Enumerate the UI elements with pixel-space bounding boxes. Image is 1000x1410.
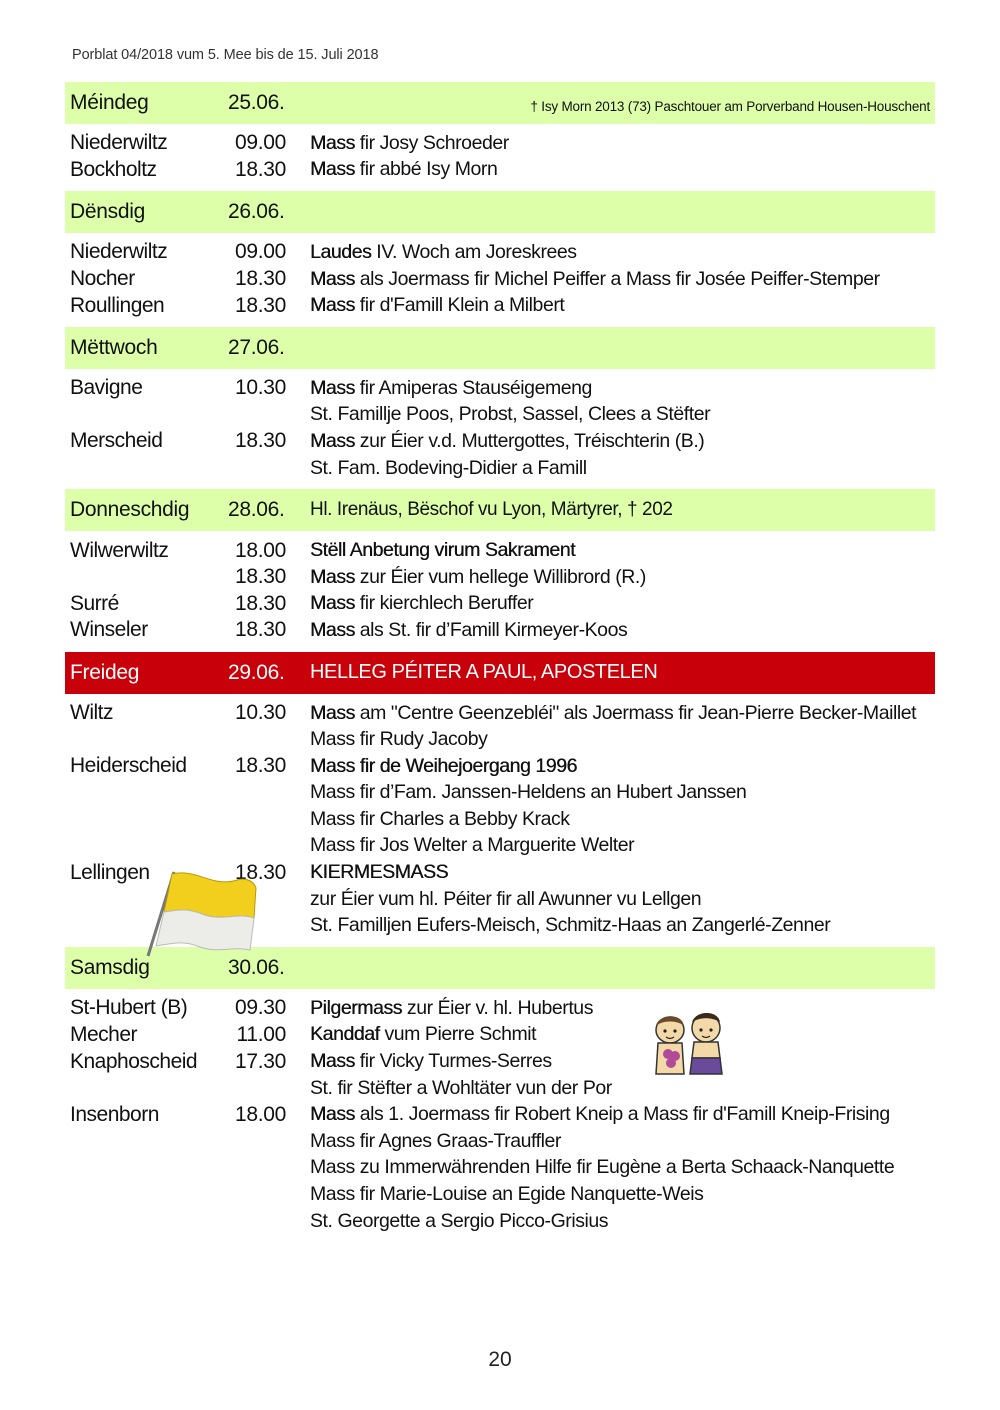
day-name: Freideg <box>70 660 140 684</box>
service-details: vum Pierre Schmit <box>379 1023 537 1046</box>
service-details: zur Éier v.d. Muttergottes, Tréischterin (B.) <box>354 429 705 452</box>
service-details: als 1. Joermass fir Robert Kneip a Mass fir d'Famill Kneip-Frising <box>354 1103 890 1126</box>
service-type: Mass <box>310 376 355 399</box>
service-description <box>310 1077 935 1100</box>
schedule-row <box>65 1048 935 1075</box>
day-header <box>65 489 935 531</box>
service-description <box>310 539 935 562</box>
parish-name: Bockholtz <box>70 157 157 181</box>
service-type: Mass <box>310 1050 355 1073</box>
service-description <box>310 728 935 751</box>
day-entries <box>65 124 935 191</box>
day-date: 29.06. <box>228 660 285 684</box>
service-time: 18.30 <box>234 591 286 615</box>
service-details: Mass zu Immerwährenden Hilfe fir Eugène a Berta Schaack-Nanquette <box>310 1156 895 1179</box>
service-details: St. Fam. Bodeving-Didier a Famill <box>310 456 587 479</box>
service-details: zur Éier vum hellege Willibrord (R.) <box>354 565 646 588</box>
day-header <box>65 327 935 369</box>
parish-name: Bavigne <box>70 376 143 400</box>
service-type: Laudes <box>310 240 372 263</box>
service-time-cell <box>228 618 310 642</box>
service-description <box>310 1210 935 1233</box>
schedule-row <box>65 726 935 753</box>
schedule-row <box>65 591 935 618</box>
service-time: 17.30 <box>234 1049 286 1073</box>
schedule-row <box>65 455 935 482</box>
service-description <box>310 997 935 1020</box>
service-description <box>310 888 935 911</box>
service-type: Mass <box>310 1103 355 1126</box>
parish-name: St-Hubert (B) <box>70 996 188 1020</box>
service-time-cell <box>228 376 310 400</box>
service-time-cell <box>228 996 310 1020</box>
page-number: 20 <box>488 1348 512 1371</box>
service-time-cell <box>228 834 310 858</box>
day-entries <box>65 531 935 651</box>
service-description <box>310 619 935 642</box>
service-type: Mass <box>310 701 355 724</box>
service-details: Mass fir Agnes Graas-Trauffler <box>310 1129 561 1152</box>
service-time-cell <box>228 294 310 318</box>
parish-name: Surré <box>70 591 119 615</box>
service-details: St. fir Stëfter a Wohltäter vun der Por <box>310 1076 612 1099</box>
service-details: fir d'Famill Klein a Milbert <box>354 294 565 317</box>
schedule-row <box>65 1101 935 1128</box>
service-time: 18.30 <box>234 860 286 884</box>
parish-name: Insenborn <box>70 1102 159 1126</box>
service-type: Mass fir de Weihejoergang 1996 <box>310 754 577 777</box>
schedule-row <box>65 292 935 319</box>
schedule-row <box>65 1208 935 1235</box>
service-description <box>310 403 935 426</box>
schedule-row <box>65 130 935 157</box>
service-details: St. Famillje Poos, Probst, Sassel, Clees a Stëfter <box>310 403 711 426</box>
schedule-row <box>65 266 935 293</box>
parish-name: Mecher <box>70 1022 138 1046</box>
service-time: 18.00 <box>234 538 286 562</box>
service-details: zur Éier v. hl. Hubertus <box>401 996 593 1019</box>
schedule-row <box>65 1022 935 1049</box>
service-description <box>310 1103 935 1126</box>
day-name: Mëttwoch <box>70 335 158 359</box>
day-feast-text: HELLEG PÉITER A PAUL, APOSTELEN <box>310 661 658 684</box>
service-type: Mass <box>310 294 355 317</box>
day-date: 25.06. <box>228 91 285 114</box>
day-date: 28.06. <box>228 498 285 522</box>
service-description <box>310 1183 935 1206</box>
service-description <box>310 808 935 831</box>
service-time-cell <box>228 131 310 155</box>
page-header: Porblat 04/2018 vum 5. Mee bis de 15. Juli 2018 <box>72 47 379 63</box>
day-date: 30.06. <box>228 956 285 980</box>
schedule-row <box>65 402 935 429</box>
schedule-row <box>65 806 935 833</box>
service-type: Mass <box>310 131 355 154</box>
service-description <box>310 1050 935 1073</box>
service-type: Stëll Anbetung virum Sakrament <box>310 539 576 562</box>
service-time-cell <box>228 1183 310 1207</box>
parish-name: Wilwerwiltz <box>70 538 169 562</box>
schedule-row <box>65 753 935 780</box>
service-time-cell <box>228 1050 310 1074</box>
service-details: am "Centre Geenzebléi" als Joermass fir Jean-Pierre Becker-Maillet <box>354 701 917 724</box>
schedule-row <box>65 428 935 455</box>
parish-name: Merscheid <box>70 429 163 453</box>
day-name: Samsdig <box>70 956 150 980</box>
service-description <box>310 781 935 804</box>
service-type: Mass <box>310 429 355 452</box>
schedule-row <box>65 537 935 564</box>
service-time: 10.30 <box>234 701 286 725</box>
day-name: Donneschdig <box>70 498 190 522</box>
service-description <box>310 592 935 615</box>
parish-name: Wiltz <box>70 701 113 725</box>
service-type: Pilgermass <box>310 996 402 1019</box>
service-time-cell <box>228 1209 310 1233</box>
day-date: 26.06. <box>228 200 285 224</box>
service-description <box>310 132 935 155</box>
service-details: Mass fir Rudy Jacoby <box>310 728 488 751</box>
service-description <box>310 1156 935 1179</box>
parish-name: Lellingen <box>70 860 150 884</box>
parish-name: Roullingen <box>70 293 165 317</box>
service-description <box>310 158 935 181</box>
service-time: 18.30 <box>234 754 286 778</box>
schedule-row <box>65 1181 935 1208</box>
service-details: St. Familljen Eufers-Meisch, Schmitz-Haas an Zangerlé-Zenner <box>310 914 831 937</box>
day-header <box>65 191 935 233</box>
service-time: 18.30 <box>234 267 286 291</box>
service-time: 18.00 <box>234 1102 286 1126</box>
service-details: fir kierchlech Beruffer <box>354 592 534 615</box>
service-time-cell <box>228 1156 310 1180</box>
day-feast-text: Hl. Irenäus, Bëschof vu Lyon, Märtyrer, † 202 <box>310 499 673 521</box>
service-type: Mass <box>310 592 355 615</box>
service-time-cell <box>228 1076 310 1100</box>
day-entries <box>65 369 935 489</box>
day-note: † Isy Morn 2013 (73) Paschtouer am Porverband Housen-Houschent <box>530 99 930 114</box>
service-time-cell <box>228 754 310 778</box>
service-time-cell <box>228 403 310 427</box>
service-description <box>310 914 935 937</box>
parish-name: Winseler <box>70 618 148 642</box>
service-type: Mass <box>310 565 355 588</box>
service-details: Mass fir d’Fam. Janssen-Heldens an Hubert Janssen <box>310 781 747 804</box>
service-description <box>310 702 935 725</box>
service-type: Mass <box>310 618 355 641</box>
service-time-cell <box>228 1023 310 1047</box>
service-time: 18.30 <box>234 157 286 181</box>
mass-schedule <box>65 82 935 1242</box>
parish-name: Niederwiltz <box>70 131 168 155</box>
service-time-cell <box>228 158 310 182</box>
parish-name: Nocher <box>70 267 135 291</box>
service-time-cell <box>228 240 310 264</box>
schedule-row <box>65 780 935 807</box>
schedule-row <box>65 157 935 184</box>
service-time: 09.00 <box>234 240 286 264</box>
service-time: 09.30 <box>234 996 286 1020</box>
service-time-cell <box>228 728 310 752</box>
schedule-row <box>65 617 935 644</box>
children-illustration-icon <box>648 1008 730 1078</box>
papal-flag-icon <box>142 866 260 958</box>
service-description <box>310 268 935 291</box>
service-details: Mass fir Jos Welter a Marguerite Welter <box>310 834 635 857</box>
service-time: 10.30 <box>234 376 286 400</box>
service-time: 18.30 <box>234 293 286 317</box>
day-entries <box>65 233 935 327</box>
service-time-cell <box>228 1129 310 1153</box>
service-details: fir Vicky Turmes-Serres <box>354 1050 552 1073</box>
service-details: Mass fir Marie-Louise an Egide Nanquette-Weis <box>310 1183 704 1206</box>
service-description <box>310 834 935 857</box>
service-description <box>310 241 935 264</box>
service-details: Mass fir Charles a Bebby Krack <box>310 807 570 830</box>
service-description <box>310 861 935 884</box>
service-details: fir abbé Isy Morn <box>354 158 498 181</box>
service-description <box>310 1023 935 1046</box>
service-time: 18.30 <box>234 429 286 453</box>
day-entries <box>65 989 935 1242</box>
service-description <box>310 430 935 453</box>
service-description <box>310 294 935 317</box>
day-name: Méindeg <box>70 91 149 114</box>
service-details: als St. fir d’Famill Kirmeyer-Koos <box>354 618 628 641</box>
parish-name: Heiderscheid <box>70 754 187 778</box>
schedule-row <box>65 375 935 402</box>
schedule-row <box>65 239 935 266</box>
service-time-cell <box>228 565 310 589</box>
schedule-row <box>65 700 935 727</box>
service-time: 09.00 <box>234 131 286 155</box>
service-description <box>310 457 935 480</box>
parish-name: Knaphoscheid <box>70 1049 198 1073</box>
service-description <box>310 1130 935 1153</box>
service-description <box>310 566 935 589</box>
day-header <box>65 652 935 694</box>
schedule-row <box>65 1075 935 1102</box>
service-details: St. Georgette a Sergio Picco-Grisius <box>310 1209 609 1232</box>
service-type: Kanddaf <box>310 1023 380 1046</box>
service-time-cell <box>228 592 310 616</box>
service-details: als Joermass fir Michel Peiffer a Mass fir Josée Peiffer-Stemper <box>354 267 880 290</box>
schedule-row <box>65 833 935 860</box>
service-type: Mass <box>310 267 355 290</box>
schedule-row <box>65 1128 935 1155</box>
schedule-row <box>65 995 935 1022</box>
schedule-row <box>65 564 935 591</box>
schedule-row <box>65 1155 935 1182</box>
parish-name: Niederwiltz <box>70 240 168 264</box>
service-description <box>310 755 935 778</box>
service-time: 11.00 <box>236 1022 286 1046</box>
service-time-cell <box>228 456 310 480</box>
service-time-cell <box>228 429 310 453</box>
service-details: zur Éier vum hl. Péiter fir all Awunner vu Lellgen <box>310 887 702 910</box>
day-header <box>65 82 935 124</box>
service-time: 18.30 <box>234 618 286 642</box>
service-time-cell <box>228 539 310 563</box>
service-time-cell <box>228 701 310 725</box>
service-time: 18.30 <box>234 565 286 589</box>
day-name: Dënsdig <box>70 200 145 224</box>
service-time-cell <box>228 807 310 831</box>
service-time-cell <box>228 1103 310 1127</box>
service-details: fir Amiperas Stauséigemeng <box>354 376 592 399</box>
service-description <box>310 377 935 400</box>
service-time-cell <box>228 781 310 805</box>
service-details: IV. Woch am Joreskrees <box>371 240 577 263</box>
service-details: fir Josy Schroeder <box>354 131 509 154</box>
service-type: KIERMESMASS <box>310 861 449 884</box>
service-type: Mass <box>310 158 355 181</box>
service-time-cell <box>228 267 310 291</box>
day-date: 27.06. <box>228 335 285 359</box>
